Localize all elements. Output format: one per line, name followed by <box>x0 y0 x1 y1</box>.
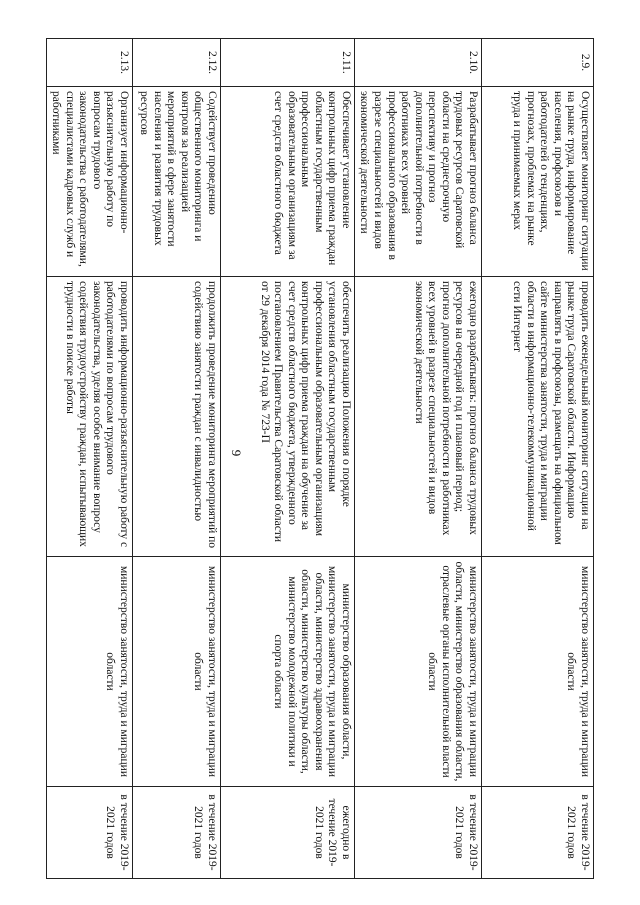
task-cell: Обеспечивает установление контрольных цифр приема граждан областным государственным профессиональным образовательным организациям за счет средств областного бюджета <box>220 87 354 277</box>
term-cell: ежегодно в течение 2019-2021 годов <box>220 787 354 879</box>
row-number: 2.10. <box>354 39 481 87</box>
action-cell: проводить еженедельный мониторинг ситуации на рынке труда Саратовской области. Информацию направлять в профсоюзы, размещать на официальном сайте министерства занятости, труда и миграции области в информационно-телекоммуникационной сети Интернет <box>482 277 594 557</box>
table-row <box>482 39 594 879</box>
task-cell: Организует информационно-разъяснительную работу по вопросам трудового законодательства с работодателями, специалистами кадровых служб и работниками <box>46 87 132 277</box>
table-row <box>46 39 132 879</box>
task-cell: Осуществляет мониторинг ситуации на рынке труда, информирование населения, профсоюзов и работодателей о тенденциях, прогнозах, проблемах на рынке труда и принимаемых мерах <box>482 87 594 277</box>
term-cell: в течение 2019-2021 годов <box>46 787 132 879</box>
row-number: 2.12. <box>132 39 220 87</box>
responsible-cell: министерство занятости, труда и миграции области <box>482 557 594 787</box>
table-row <box>132 39 220 879</box>
row-number: 2.11. <box>220 39 354 87</box>
term-cell: в течение 2019-2021 годов <box>132 787 220 879</box>
page-number: 9 <box>229 449 244 457</box>
table-row <box>354 39 481 879</box>
action-cell: ежегодно разрабатывать: прогноз баланса трудовых ресурсов на очередной год и плановый период; прогноз дополнительной потребности в работниках всех уровней в разрезе специальностей и видов экономической деятельности <box>354 277 481 557</box>
responsible-cell: министерство образования области, министерство занятости, труда и миграции области, министерство здравоохранения области, министерство культуры области, министерство молодежной политики и спорта области <box>220 557 354 787</box>
action-cell: проводить информационно-разъяснительную работу с работодателями по вопросам трудового законодательства, уделяя особое внимание вопросу содействия трудоустройству граждан, испытывающих трудности в поиске работы <box>46 277 132 557</box>
task-cell: Содействует проведению общественного мониторинга и контроля за реализацией мероприятий в сфере занятости населения и развития трудовых ресурсов <box>132 87 220 277</box>
responsible-cell: министерство занятости, труда и миграции области <box>132 557 220 787</box>
measures-table <box>46 38 594 879</box>
rotated-table-wrapper <box>50 38 594 878</box>
row-number: 2.13. <box>46 39 132 87</box>
responsible-cell: министерство занятости, труда и миграции области, министерство образования области, отраслевые органы исполнительной власти области <box>354 557 481 787</box>
task-cell: Разрабатывает прогноз баланса трудовых ресурсов Саратовской области на среднесрочную перспективу и прогноз дополнительной потребности в работниках всех уровней профессионального образования в разрезе специальностей и видов экономической деятельности <box>354 87 481 277</box>
action-cell: продолжить проведение мониторинга мероприятий по содействию занятости граждан с инвалидностью <box>132 277 220 557</box>
term-cell: в течение 2019-2021 годов <box>354 787 481 879</box>
row-number: 2.9. <box>482 39 594 87</box>
responsible-cell: министерство занятости, труда и миграции области <box>46 557 132 787</box>
action-cell: обеспечить реализацию Положения о порядке установления областным государственным профессиональным образовательным организациям контрольных цифр приема граждан на обучение за счет средств областного бюджета, утвержденного постановлением Правительства Саратовской области от 29 декабря 2014 года № 723-П <box>220 277 354 557</box>
term-cell: в течение 2019-2021 годов <box>482 787 594 879</box>
table-row <box>220 39 354 879</box>
